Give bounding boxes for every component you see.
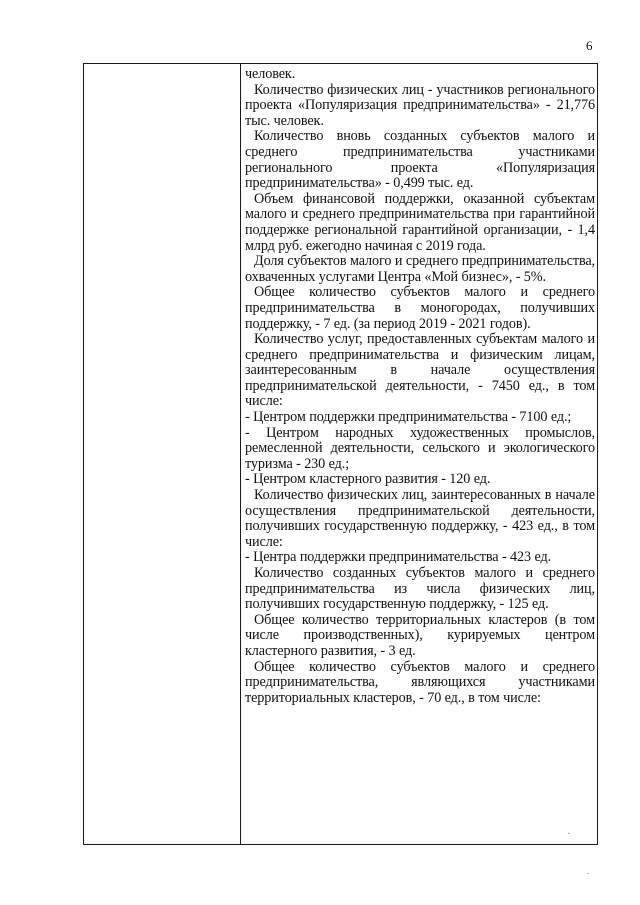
paragraph: Количество физических лиц - участников регионального проекта «Популяризация предпринимательства» - 21,776 тыс. человек.	[245, 81, 595, 129]
paragraph: Количество услуг, предоставленных субъектам малого и среднего предпринимательства и физическим лицам, заинтересованным в начале осуществления предпринимательской деятельности, - 7450 ед., в том числе:	[245, 331, 595, 410]
paragraph: - Центром кластерного развития - 120 ед.	[245, 471, 491, 488]
paragraph: Общее количество территориальных кластеров (в том числе производственных), курируемых центром кластерного развития, - 3 ед.	[245, 611, 595, 659]
paragraph: Общее количество субъектов малого и среднего предпринимательства в моногородах, получивших поддержку, - 7 ед. (за период 2019 - 2021 годов).	[245, 284, 595, 332]
paragraph: - Центром поддержки предпринимательства - 7100 ед.;	[245, 409, 572, 426]
text-column	[245, 67, 595, 706]
margin-mark: ·	[567, 828, 571, 840]
paragraph: Общее количество субъектов малого и среднего предпринимательства, являющихся участниками территориальных кластеров, - 70 ед., в том числе:	[245, 658, 595, 706]
paragraph: человек.	[245, 66, 296, 82]
paragraph: Объем финансовой поддержки, оказанной субъектам малого и среднего предпринимательства при гарантийной поддержке региональной гарантийной организации, - 1,4 млрд руб. ежегодно начиная с 2019 года.	[245, 190, 595, 254]
paragraph: Доля субъектов малого и среднего предпринимательства, охваченных услугами Центра «Мой бизнес», - 5%.	[245, 253, 595, 285]
paragraph: Количество физических лиц, заинтересованных в начале осуществления предпринимательской деятельности, получивших государственную поддержку, - 423 ед., в том числе:	[245, 487, 595, 550]
left-column-cell	[240, 64, 241, 844]
margin-mark: ·	[586, 868, 590, 880]
paragraph: - Центром народных художественных промыслов, ремесленной деятельности, сельского и экологического туризма - 230 ед.;	[245, 424, 595, 472]
paragraph: - Центра поддержки предпринимательства - 423 ед.	[245, 549, 552, 566]
page-number: 6	[586, 38, 593, 53]
table-frame	[83, 63, 598, 845]
paragraph: Количество созданных субъектов малого и среднего предпринимательства из числа физических лиц, получивших государственную поддержку, - 125 ед.	[245, 565, 595, 613]
paragraph: Количество вновь созданных субъектов малого и среднего предпринимательства участниками регионального проекта «Популяризация предпринимательства» - 0,499 тыс. ед.	[245, 128, 595, 192]
